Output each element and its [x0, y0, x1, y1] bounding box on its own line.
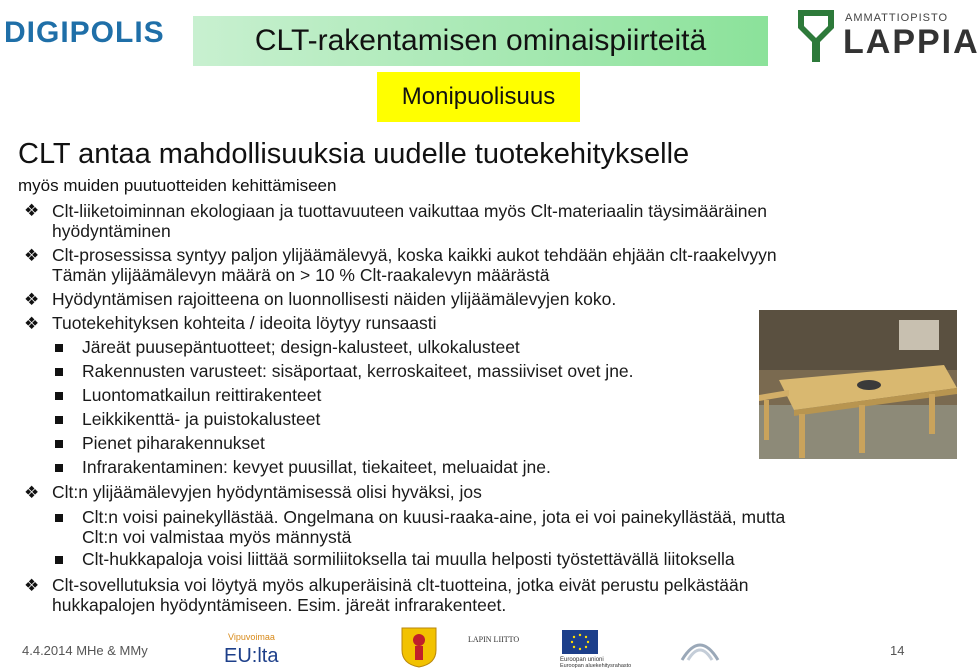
list-item: Hyödyntämisen rajoitteena on luonnollisesti näiden ylijäämälevyjen koko. [52, 289, 617, 309]
lappia-logo [794, 6, 980, 68]
list-item-continuation: hyödyntäminen [52, 221, 171, 241]
square-bullet-icon [55, 440, 63, 448]
list-item-continuation: hukkapalojen hyödyntämiseen. Esim. järeät infrarakenteet. [52, 595, 507, 615]
main-heading: CLT antaa mahdollisuuksia uudelle tuotekehitykselle [18, 138, 690, 170]
aluekehitysrahasto-text: Euroopan aluekehitysrahasto [560, 663, 632, 669]
square-bullet-icon [55, 464, 63, 472]
lappia-logo-big: LAPPIA [843, 23, 980, 61]
lapin-liitto-text: LAPIN LIITTO [468, 635, 520, 644]
sub-list-item: Järeät puusepäntuotteet; design-kalusteet, ulkokalusteet [82, 337, 520, 357]
furniture-photo [759, 310, 957, 459]
diamond-bullet-icon: ❖ [24, 201, 40, 220]
lappia-mark-icon [794, 6, 838, 64]
list-item: Clt-sovellutuksia voi löytyä myös alkuperäisinä clt-tuotteina, jotka eivät perustu pelkästään [52, 575, 749, 595]
square-bullet-icon [55, 392, 63, 400]
vipuvoimaa-text: Vipuvoimaa [228, 632, 275, 642]
sub-list-item-continuation: Clt:n voi valmistaa myös männystä [82, 527, 352, 547]
page-number: 14 [890, 643, 905, 658]
sub-heading: myös muiden puutuotteiden kehittämiseen [18, 176, 337, 195]
sub-list-item: Luontomatkailun reittirakenteet [82, 385, 322, 405]
diamond-bullet-icon: ❖ [24, 576, 40, 595]
sub-list-item: Pienet piharakennukset [82, 433, 265, 453]
footer-date-author: 4.4.2014 MHe & MMy [22, 643, 148, 658]
list-item: Clt-prosessissa syntyy paljon ylijäämälevyä, koska kaikki aukot tehdään ehjään clt-raakelvyyn [52, 245, 777, 265]
diamond-bullet-icon: ❖ [24, 246, 40, 265]
square-bullet-icon [55, 344, 63, 352]
list-item: Clt-liiketoiminnan ekologiaan ja tuottavuuteen vaikuttaa myös Clt-materiaalin täysimääräinen [52, 201, 767, 221]
sub-list-item: Infrarakentaminen: kevyet puusillat, tiekaiteet, meluaidat jne. [82, 457, 551, 477]
sub-list-item: Clt-hukkapaloja voisi liittää sormiliitoksella tai muulla helposti työstettävällä liitoksella [82, 549, 735, 569]
slide-subtitle: Monipuolisuus [377, 72, 580, 122]
slide-title: CLT-rakentamisen ominaispiirteitä [254, 24, 707, 57]
eu-lta-text: EU:lta [224, 645, 279, 667]
list-item-continuation: Tämän ylijäämälevyn määrä on > 10 % Clt-raakalevyn määrästä [52, 265, 550, 285]
square-bullet-icon [55, 368, 63, 376]
sub-list-item: Clt:n voisi painekyllästää. Ongelmana on kuusi-raaka-aine, jota ei voi painekyllästää, mutta [82, 507, 786, 527]
eu-flag-logo [560, 630, 670, 668]
sub-list-item: Leikkikenttä- ja puistokalusteet [82, 409, 321, 429]
digipolis-logo-text: DIGIPOLIS [4, 16, 165, 49]
vipuvoimaa-eu-logo [220, 628, 290, 668]
list-item: Tuotekehityksen kohteita / ideoita löytyy runsaasti [52, 313, 437, 333]
square-bullet-icon [55, 556, 63, 564]
square-bullet-icon [55, 416, 63, 424]
diamond-bullet-icon: ❖ [24, 483, 40, 502]
lapland-coat-of-arms-icon [400, 626, 438, 668]
euroopan-unioni-text: Euroopan unioni [560, 657, 604, 663]
diamond-bullet-icon: ❖ [24, 314, 40, 333]
lapin-liitto-logo [468, 632, 536, 646]
square-bullet-icon [55, 514, 63, 522]
lappia-logo-small: AMMATTIOPISTO [845, 12, 949, 24]
diamond-bullet-icon: ❖ [24, 290, 40, 309]
digipolis-logo [4, 16, 165, 50]
list-item: Clt:n ylijäämälevyjen hyödyntämisessä olisi hyväksi, jos [52, 482, 482, 502]
partner-logo-icon [680, 630, 720, 666]
sub-list-item: Rakennusten varusteet: sisäportaat, kerroskaiteet, massiiviset ovet jne. [82, 361, 634, 381]
